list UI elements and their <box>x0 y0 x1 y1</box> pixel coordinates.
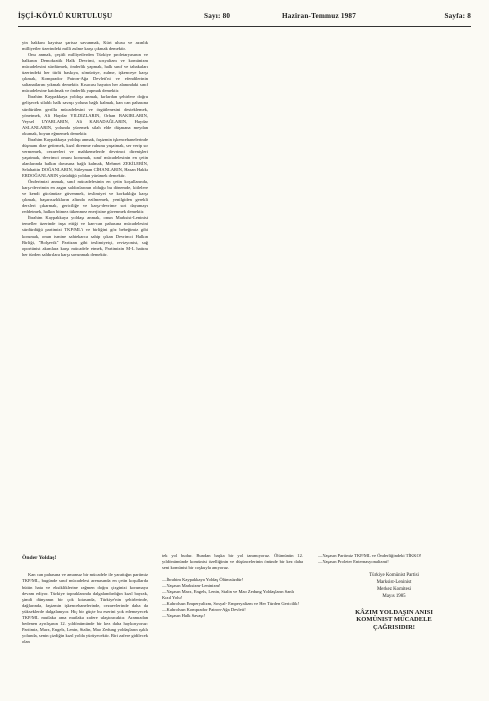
section-title: Önder Yoldaş! <box>22 555 57 561</box>
signature-line: Türkiye Komünist Partisi <box>369 573 419 579</box>
page-header <box>18 8 471 27</box>
slogan-line: —Kahrolsun Komprador Patron-Ağa Devleti! <box>162 607 246 613</box>
article-paragraph: yin hakkını kayıtsız şartsız savunmak, Kürt ulusu ve azınlık milliyetler üzerindeki milli zulme karşı çıkmak demektir. <box>22 40 148 52</box>
slogan-line: —İbrahim Kaypakkaya Yoldaş Ölümsüzdür! <box>162 577 244 583</box>
slogan-line: —Yaşasın Halk Savaşı! <box>162 613 205 619</box>
slogan-line: —Yaşasın Marksizm-Leninizm! <box>162 583 221 589</box>
issue-number: Sayı: 80 <box>204 12 231 20</box>
article-column <box>22 40 148 258</box>
middle-column <box>162 553 303 619</box>
heading-line: KÂZIM YOLDAŞIN ANISI <box>355 608 433 616</box>
signature-line: Merkez Komitesi <box>376 586 412 592</box>
publication-name: İŞÇİ-KÖYLÜ KURTULUŞU <box>18 12 113 20</box>
slogan-line: —Yaşasın Proleter Enternasyonalizmi! <box>318 559 389 565</box>
slogan-line: —Kahrolsun Emperyalizm, Sosyal- Emperyalizm ve Her Türden Gericilik! <box>162 601 300 607</box>
article-paragraph: İbrahim Kaypakkaya yoldaşı anmak, faşizmin işkencehanelerinde düşmanı dize getirmek, kızıl direnme ruhunu yaşatmak, ser verip sır vermemek, cezaevleri ve mahkemelerde devrimci direnişleri yaşatmak, devrimci onuru korumak, sınıf mücadelesinin en çetin alanlarında halkın davasına bağlı kalmak, Mehmet ZEKİLERİN, Selahattin DOĞANLARIN, Süleyman CİHANLARIN, Hasan Hakkı ERDOĞANLARIN yürüdüğü yoldan yürümek demektir. <box>22 136 148 179</box>
middle-paragraph: tek yol budur. Bundan başka bir yol tanımıyoruz. Ölümünün 12. yıldönümünde komünist özelliğinin ve düşüncelerinin önünde bir kez daha seni komünist bir coşkuyla anıyoruz. <box>162 553 303 571</box>
heading-line: ÇAĞRISIDIR! <box>373 624 415 632</box>
section-column <box>22 555 148 645</box>
next-article-heading <box>318 609 470 632</box>
page-number: Sayfa: 8 <box>444 12 471 20</box>
heading-line: KOMÜNIST MÜCADELE <box>356 616 432 624</box>
article-paragraph: Önderimizi anmak, sınıf mücadelesinin en çetin koşullarında, karşı-devrimin en azgın saldırılarının olduğu bu dönemde, kitlelere ve kendi gücümüze güvenmek, teslimiyet ve korkaklığa karşı çıkmak, başarısızlıkların altında ezilmemek, yenilgiden gerekli dersleri çıkarmak, gericiliğe ve karşı-devrime sırt dayamayı reddetmek, halkın bitmez tükenmez enerjisine güvenmek demektir. <box>22 179 148 215</box>
issue-date: Haziran-Temmuz 1987 <box>282 12 357 20</box>
right-column <box>318 553 470 632</box>
signature-line: Mayıs 1985 <box>382 593 406 599</box>
slogan-line: —Yaşasın Marx, Engels, Lenin, Stalin ve Mao Zedung Yoldaşların Sanlı Kızıl Yolu! <box>162 589 295 601</box>
signature-line: Marksist-Leninist <box>376 579 412 585</box>
slogan-line: —Yaşasın Partimiz TKP/ML ve Önderliğindeki TİKKO! <box>318 553 422 558</box>
signature-block <box>318 573 470 600</box>
section-paragraph: Kan can pahasına ve amansız bir mücadele ile yarattığın partimiz TKP/ML, bugünde sınıf mücadelesi arenasında en çetin koşullarda bütün hata ve eksikliklerine rağmen doğru çizginizi korumaya devam ediyor. Türkiye topraklarında dalgalandırdığın kızıl bayrak, şimdi dünyanın bir çok kıtasında, Türkiye'nin şehirlerinde, dağlarında, faşizmin işkencehanelerinde, cezaevlerinde daha da yükseklerde dalgalanıyor. Hiç bir güçte bu eserini yok edemeyecek TKP/ML mutlaka ama mutlaka zafere ulaştıracaktır. Aramızdan bedenen ayrılışının 12. yıldönümünde bir kez daha haykırıyoruz: Partimiz, Marx, Engels, Lenin, Stalin, Mao Zedung yoldaşların ışıklı yolunda, senin çizdiğin kızıl yolda yürüyecektir. Biri zafere gidilecek olan <box>22 572 149 644</box>
article-paragraph: İbrahim Kaypakkaya yoldaşı anmak, kırlardan şehirlere doğru gelişecek silahlı halk savaşı yoluna bağlı kalmak, kan can pahasına sürdürülen gerilla mücadelesini ve örgütlenesini desteklemek, yönetmek, Ali Haydar YILDIZLARIN, Orhan BAKIRLARIN, Veysel UYARLARIN, Ali KARADAĞLARIN, Haydar ASLANLARIN, yolunda yüremek silah elde düşmana meydan okumak, boyun eğmemek demektir. <box>22 94 148 136</box>
article-paragraph: Onu anmak, çeşitli milliyetlerden Türkiye proletaryasının ve halkının Demokratik Halk Devrimi, sosyalizm ve komünizm mücadelesini sürdürmek, önderlik yapmak, halk sınıf ve tabakaları üzerindeki her türlü baskıya, sömürüye, zulme, işkenceye karşı çıkmak, Komprador Patron-Ağa Devleti'ni ve efendilerinin saltanatlarını yıkmak demektir. Kısacası hayatın her alanındaki sınıf mücadelesine katılmak ve önderlik yapmak demektir. <box>22 52 148 94</box>
article-paragraph: İbrahim Kaypakkaya yoldaşı anmak, onun Marksist-Leninist temeller üzerinde inşa ettiği ve kan-can pahasına mücadelesini sürdürdüğü partimizi TKP/ML'i ve birliğini göz bebeğimiz gibi korumak, onun ismine sahtekarca sahip çıkan Devrimci Halkın Birliği, "Bolşevik" Partizan gibi teslimiyetçi, revizyonist, sağ oportünist akımlara karşı mücadele etmek, Partimizin M-L hattını her türden saldırılara karşı savunmak demektir. <box>22 215 148 257</box>
